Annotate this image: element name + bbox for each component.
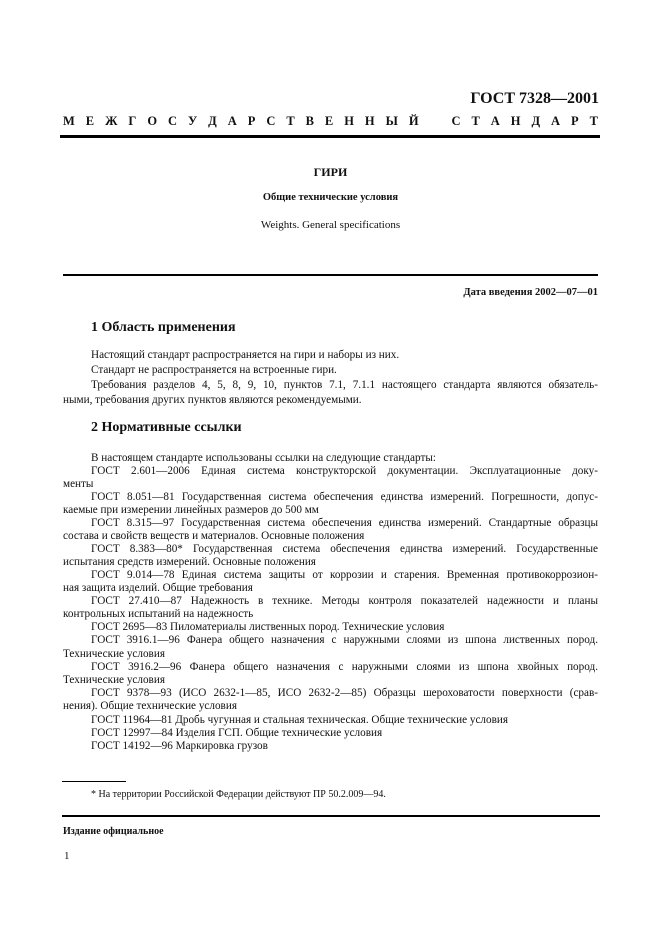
- reference-line: менты: [63, 478, 94, 490]
- reference-line: ГОСТ 9.014—78 Единая система защиты от коррозии и старения. Временная противокоррозион-: [91, 569, 598, 581]
- reference-line: нения). Общие технические условия: [63, 700, 237, 712]
- reference-line: Технические условия: [63, 648, 165, 660]
- header-rule: [60, 135, 600, 138]
- title-rule: [63, 274, 598, 276]
- reference-line: ГОСТ 27.410—87 Надежность в технике. Методы контроля показателей надежности и планы: [91, 595, 598, 607]
- reference-line: ная защита изделий. Общие требования: [63, 582, 253, 594]
- reference-line: ГОСТ 12997—84 Изделия ГСП. Общие технические условия: [91, 727, 383, 739]
- reference-line: В настоящем стандарте использованы ссылки на следующие стандарты:: [91, 452, 436, 464]
- footer-rule: [62, 815, 600, 817]
- page-number: 1: [64, 850, 70, 862]
- footnote: * На территории Российской Федерации действуют ПР 50.2.009—94.: [91, 789, 386, 800]
- reference-line: ГОСТ 8.315—97 Государственная система обеспечения единства измерений. Стандартные образцы: [91, 517, 598, 529]
- reference-line: испытания средств измерений. Основные положения: [63, 556, 316, 568]
- effective-date: Дата введения 2002—07—01: [463, 287, 598, 298]
- reference-line: состава и свойств веществ и материалов. Основные положения: [63, 530, 365, 542]
- section-1-heading: 1 Область применения: [91, 320, 236, 335]
- reference-line: Технические условия: [63, 674, 165, 686]
- reference-line: контрольных испытаний на надежность: [63, 608, 254, 620]
- reference-line: ГОСТ 2.601—2006 Единая система конструкторской документации. Эксплуатационные доку-: [91, 465, 598, 477]
- section-1-line: Стандарт не распространяется на встроенные гири.: [91, 364, 337, 376]
- section-1-line: ными, требования других пунктов являются рекомендуемыми.: [63, 394, 362, 406]
- edition-label: Издание официальное: [63, 826, 164, 837]
- reference-line: ГОСТ 8.051—81 Государственная система обеспечения единства измерений. Погрешности, допус-: [91, 491, 598, 503]
- section-1-line: Требования разделов 4, 5, 8, 9, 10, пунктов 7.1, 7.1.1 настоящего стандарта являются обязатель-: [91, 379, 598, 391]
- section-1-line: Настоящий стандарт распространяется на гири и наборы из них.: [91, 349, 400, 361]
- footnote-separator: [62, 781, 126, 782]
- reference-line: ГОСТ 14192—96 Маркировка грузов: [91, 740, 268, 752]
- reference-line: ГОСТ 3916.1—96 Фанера общего назначения с наружными слоями из шпона лиственных пород.: [91, 634, 598, 646]
- section-2-heading: 2 Нормативные ссылки: [91, 420, 242, 435]
- standard-banner: М Е Ж Г О С У Д А Р С Т В Е Н Н Ы Й С Т А Н Д А Р Т: [63, 114, 598, 128]
- document-subtitle-ru: Общие технические условия: [262, 192, 399, 203]
- document-subtitle-en: Weights. General specifications: [260, 219, 401, 231]
- reference-line: каемые при измерении линейных размеров до 500 мм: [63, 504, 319, 516]
- reference-line: ГОСТ 8.383—80* Государственная система обеспечения единства измерений. Государственные: [91, 543, 598, 555]
- reference-line: ГОСТ 3916.2—96 Фанера общего назначения с наружными слоями из шпона хвойных пород.: [91, 661, 598, 673]
- document-number: ГОСТ 7328—2001: [470, 90, 599, 107]
- document-title: ГИРИ: [313, 165, 348, 179]
- reference-line: ГОСТ 11964—81 Дробь чугунная и стальная техническая. Общие технические условия: [91, 714, 509, 726]
- reference-line: ГОСТ 2695—83 Пиломатериалы лиственных пород. Технические условия: [91, 621, 445, 633]
- reference-line: ГОСТ 9378—93 (ИСО 2632-1—85, ИСО 2632-2—85) Образцы шероховатости поверхности (срав-: [91, 687, 598, 699]
